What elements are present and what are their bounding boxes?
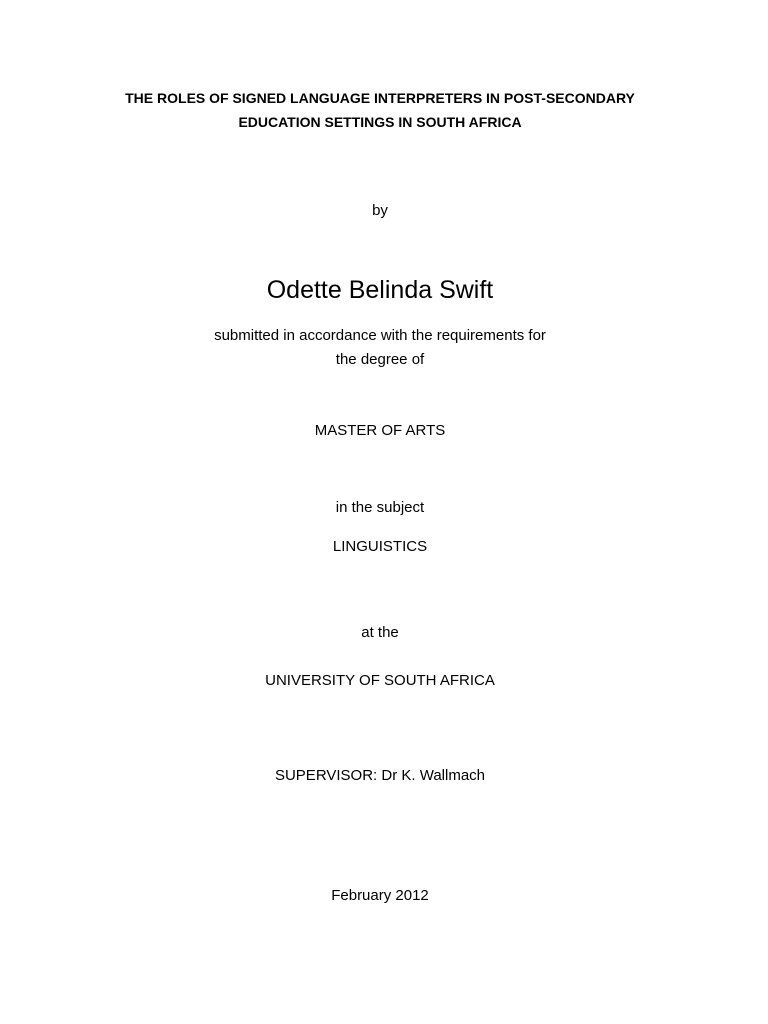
institution-intro: at the [361,624,399,641]
subject-name: LINGUISTICS [332,538,428,555]
by-label: by [372,202,388,219]
submission-statement-line-2: the degree of [335,351,425,368]
submission-date: February 2012 [331,887,429,904]
thesis-title-line-1: THE ROLES OF SIGNED LANGUAGE INTERPRETERS IN POST-SECONDARY [125,90,635,106]
author-name: Odette Belinda Swift [266,276,494,304]
subject-intro: in the subject [335,499,425,516]
submission-statement-line-1: submitted in accordance with the requirements for [214,327,546,344]
degree-name: MASTER OF ARTS [314,422,446,439]
institution-name: UNIVERSITY OF SOUTH AFRICA [265,672,495,689]
thesis-title-line-2: EDUCATION SETTINGS IN SOUTH AFRICA [238,114,522,130]
supervisor-line: SUPERVISOR: Dr K. Wallmach [274,767,486,784]
